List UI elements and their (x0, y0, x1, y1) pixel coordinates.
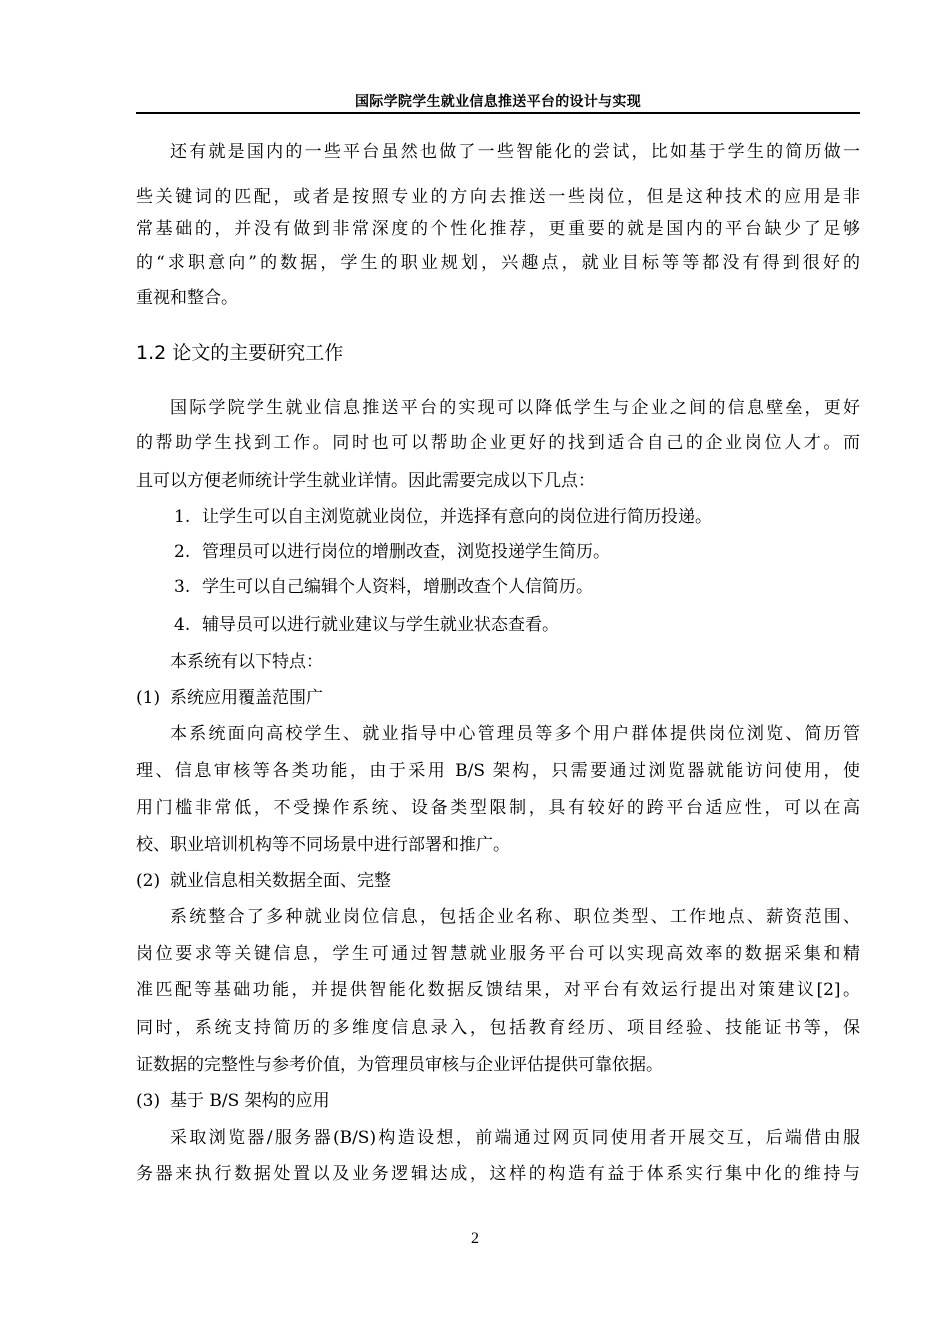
paragraph-line: 的帮助学生找到工作。同时也可以帮助企业更好的找到适合自己的企业岗位人才。而 (136, 433, 860, 453)
page-number: 2 (471, 1230, 479, 1247)
running-header: 国际学院学生就业信息推送平台的设计与实现 (355, 94, 641, 110)
paragraph-line: 用门槛非常低，不受操作系统、设备类型限制，具有较好的跨平台适应性，可以在高 (136, 798, 860, 818)
paragraph-line: 务器来执行数据处置以及业务逻辑达成，这样的构造有益于体系实行集中化的维持与 (136, 1164, 860, 1184)
list-text: 管理员可以进行岗位的增删改查，浏览投递学生简历。 (202, 542, 610, 562)
paragraph-line: 同时，系统支持简历的多维度信息录入，包括教育经历、项目经验、技能证书等，保 (136, 1018, 860, 1038)
feature-number: (3) (136, 1091, 161, 1111)
feature-number: (1) (136, 688, 161, 708)
paragraph-line: 本系统面向高校学生、就业指导中心管理员等多个用户群体提供岗位浏览、简历管 (170, 724, 860, 744)
feature-heading (136, 870, 391, 892)
section-heading: 1.2 论文的主要研究工作 (136, 342, 344, 364)
paragraph-line: 国际学院学生就业信息推送平台的实现可以降低学生与企业之间的信息壁垒，更好 (170, 398, 860, 418)
paragraph-line: 重视和整合。 (136, 288, 238, 308)
paragraph-line: 校、职业培训机构等不同场景中进行部署和推广。 (136, 835, 510, 855)
feature-title: 基于 B/S 架构的应用 (170, 1091, 330, 1111)
paragraph-line: 证数据的完整性与参考价值，为管理员审核与企业评估提供可靠依据。 (136, 1055, 663, 1075)
paragraph-line: 岗位要求等关键信息，学生可通过智慧就业服务平台可以实现高效率的数据采集和精 (136, 944, 860, 964)
paragraph-line: 采取浏览器/服务器(B/S)构造设想，前端通过网页同使用者开展交互，后端借由服 (170, 1128, 860, 1148)
list-number: 2. (174, 542, 191, 562)
paragraph-line: 还有就是国内的一些平台虽然也做了一些智能化的尝试，比如基于学生的简历做一 (170, 142, 860, 162)
list-item (174, 506, 712, 528)
list-number: 4. (174, 615, 191, 635)
paragraph-line: 理、信息审核等各类功能，由于采用 B/S 架构，只需要通过浏览器就能访问使用，使 (136, 761, 860, 781)
list-item (174, 541, 610, 563)
header-rule (136, 112, 860, 114)
paragraph-line: 系统整合了多种就业岗位信息，包括企业名称、职位类型、工作地点、薪资范围、 (170, 907, 860, 927)
paragraph-line: 的“求职意向”的数据，学生的职业规划，兴趣点，就业目标等等都没有得到很好的 (136, 253, 860, 273)
paragraph-line: 常基础的，并没有做到非常深度的个性化推荐，更重要的就是国内的平台缺少了足够 (136, 219, 860, 239)
features-intro: 本系统有以下特点： (170, 652, 323, 672)
feature-title: 系统应用覆盖范围广 (170, 688, 323, 708)
feature-title: 就业信息相关数据全面、完整 (170, 871, 391, 891)
list-text: 学生可以自己编辑个人资料，增删改查个人信简历。 (202, 577, 593, 597)
paragraph-line: 且可以方便老师统计学生就业详情。因此需要完成以下几点： (136, 471, 595, 491)
feature-number: (2) (136, 871, 161, 891)
list-number: 1. (174, 507, 191, 527)
paragraph-line: 准匹配等基础功能，并提供智能化数据反馈结果，对平台有效运行提出对策建议[2]。 (136, 980, 860, 1000)
list-number: 3. (174, 577, 191, 597)
feature-heading (136, 687, 323, 709)
paragraph-line: 些关键词的匹配，或者是按照专业的方向去推送一些岗位，但是这种技术的应用是非 (136, 187, 860, 207)
feature-heading (136, 1090, 330, 1112)
list-text: 辅导员可以进行就业建议与学生就业状态查看。 (202, 615, 559, 635)
list-item (174, 614, 559, 636)
list-item (174, 576, 593, 598)
list-text: 让学生可以自主浏览就业岗位，并选择有意向的岗位进行简历投递。 (202, 507, 712, 527)
